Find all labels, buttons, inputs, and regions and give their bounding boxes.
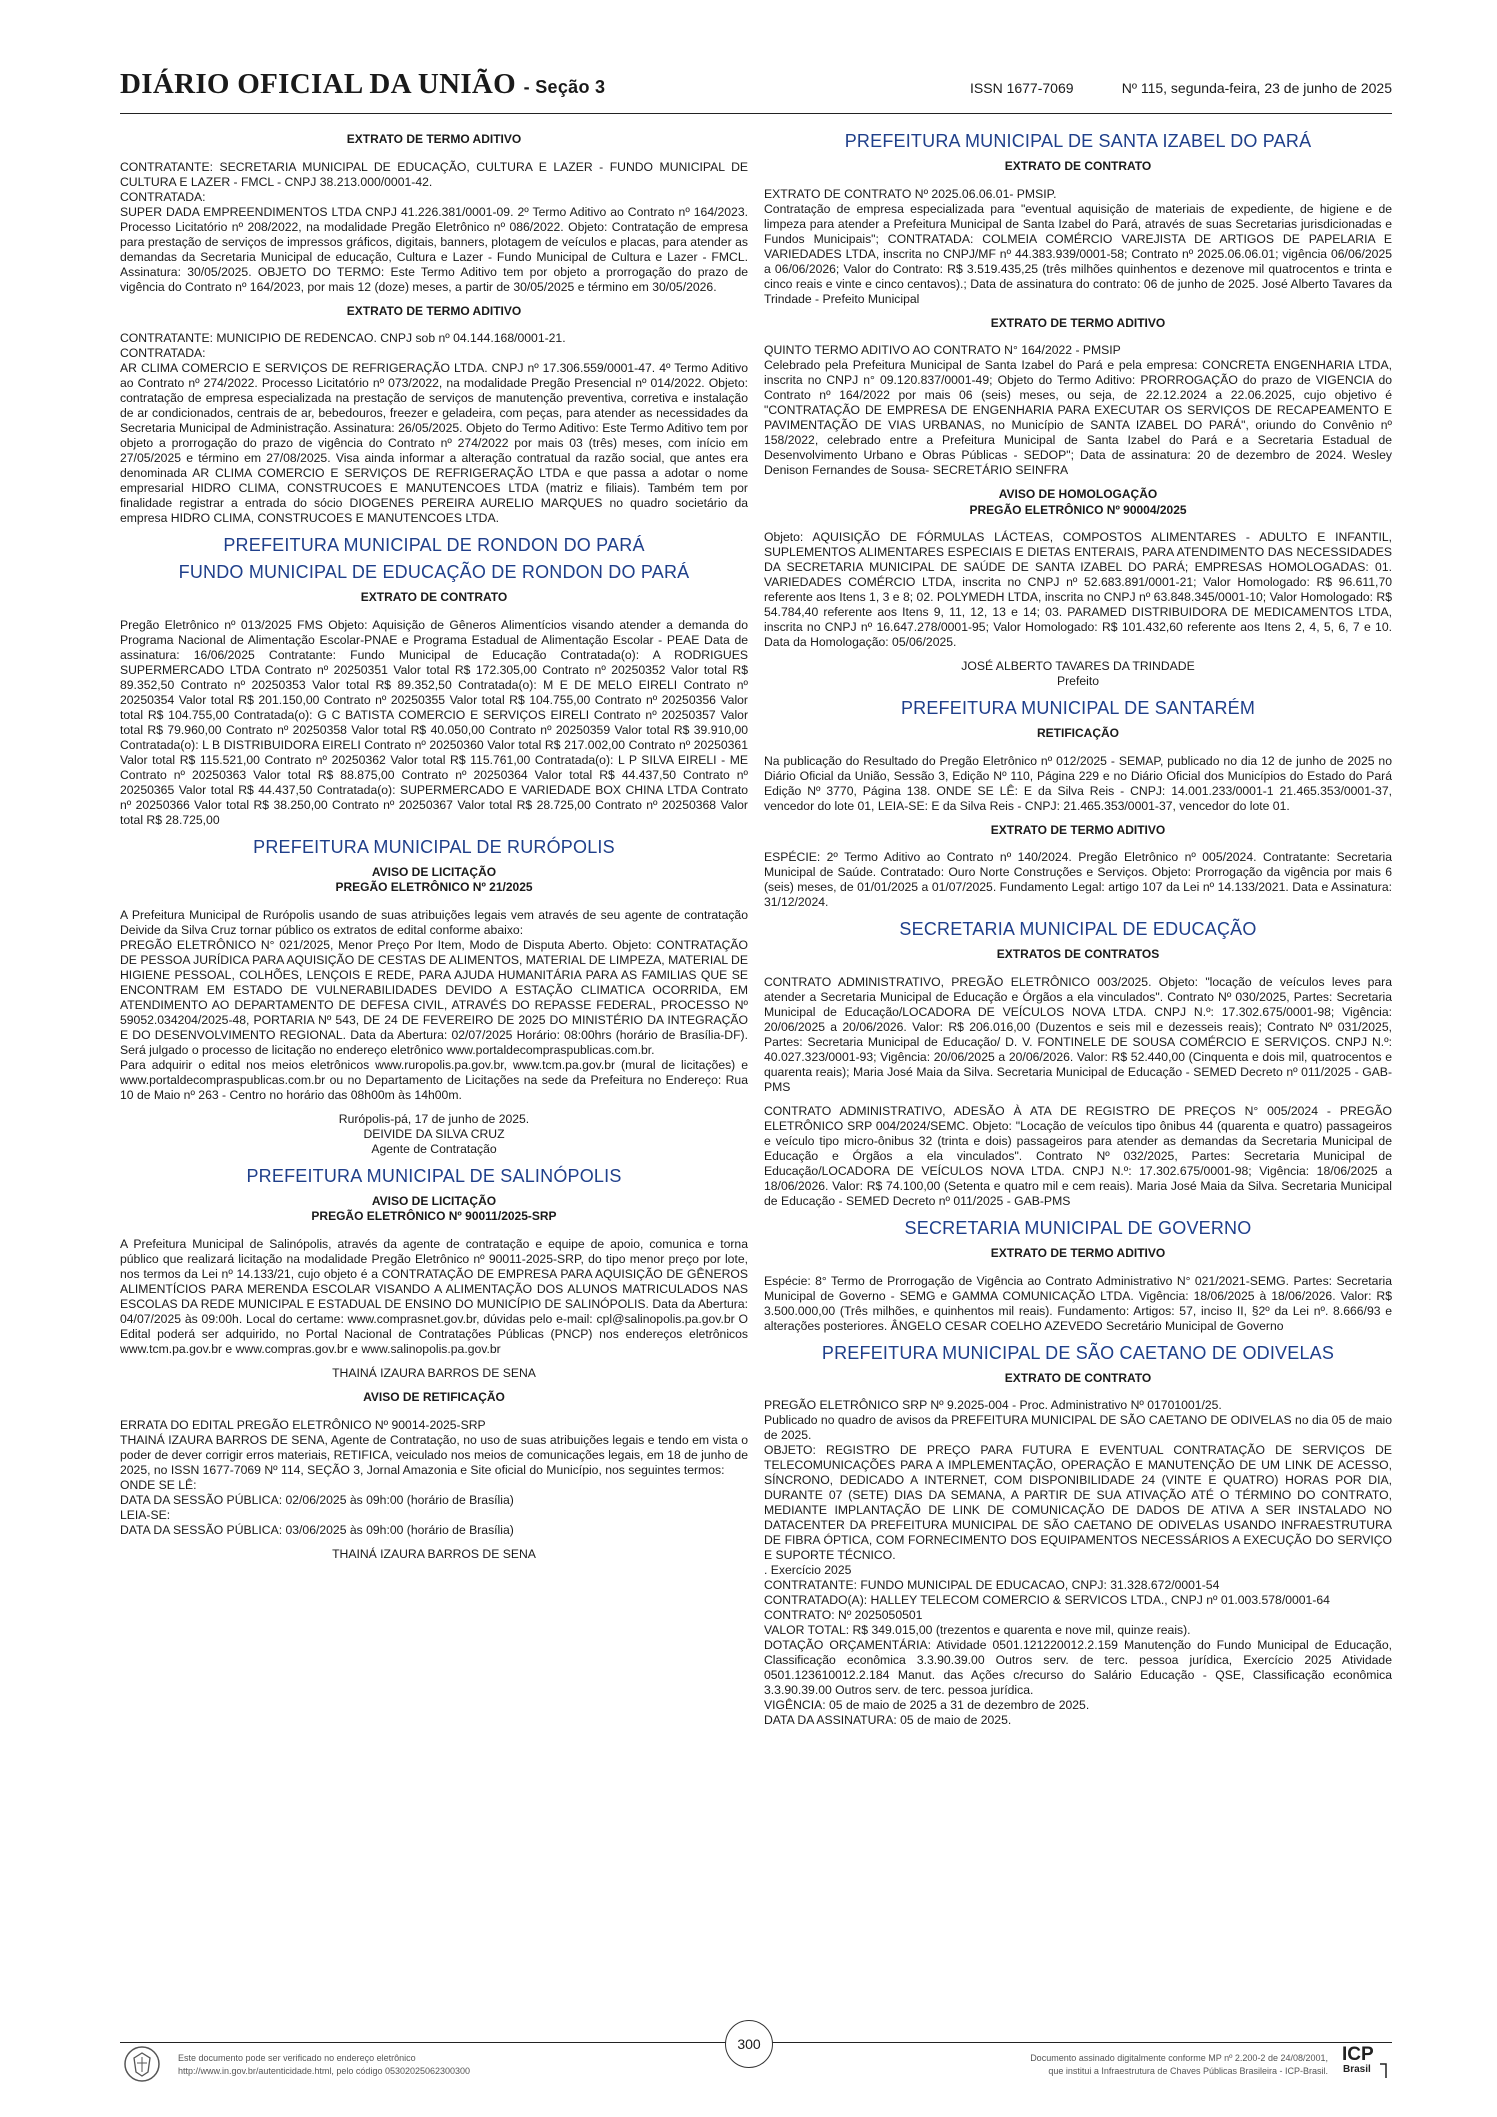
notice-body: A Prefeitura Municipal de Salinópolis, através da agente de contratação e equipe de apoio, comunica e torna público que realizará licitação na modalidade Pregão Eletrônico nº 90011-2025-SRP, do tipo menor preço por lote, nos termos da Lei nº 14.133/21, cujo objeto é a CONTRATAÇÃO DE EMPRESA PARA AQUISIÇÃO DE GÊNEROS ALIMENTÍCIOS PARA MERENDA ESCOLAR VISANDO A ALIMENTAÇÃO DOS ALUNOS MATRICULADOS NAS ESCOLAS DA REDE MUNICIPAL E ESTADUAL DE ENSINO DO MUNICÍPIO DE SALINÓPOLIS. Data da Abertura: 04/07/2025 às 09:00h. Local do certame: www.comprasnet.gov.br, dúvidas pelo e-mail: cpl@salinopolis.pa.gov.br O Edital poderá ser adquirido, no Portal Nacional de Contratações Públicas (PNCP) nos endereços eletrônicos www.tcm.pa.gov.br e www.compras.gov.br e www.salinopolis.pa.gov.br (120, 1236, 748, 1356)
notice-body: CONTRATO ADMINISTRATIVO, PREGÃO ELETRÔNICO 003/2025. Objeto: "locação de veículos leves para atender a Secretaria Municipal de Educação e Órgãos a ela vinculados". Contrato Nº 030/2025, Partes: Secretaria Municipal de Educação/LOCADORA DE VEÍCULOS NOVA LTDA. CNPJ N.º: 17.302.675/0001-98; Vigência: 20/06/2025 a 20/06/2026. Valor: R$ 206.016,00 (Duzentos e seis mil e dezesseis reais); Contrato Nº 031/2025, Partes: Secretaria Municipal de Educação/ D. V. FONTINELE DE SOUSA COMÉRCIO E SERVIÇOS. CNPJ N.º: 40.027.323/0001-93; Vigência: 20/06/2025 a 20/06/2026. Valor: R$ 52.440,00 (Cinquenta e dois mil, quatrocentos e quarenta reais); Maria José Maia da Silva. Secretaria Municipal de Educação - SEMED Decreto nº 011/2025 - GAB-PMS (764, 975, 1392, 1095)
icp-logo-text: ICP (1342, 2044, 1374, 2065)
page-header (120, 68, 1392, 114)
section-heading: PREFEITURA MUNICIPAL DE SÃO CAETANO DE ODIVELAS (821, 1342, 1335, 1363)
notice-body: Na publicação do Resultado do Pregão Eletrônico nº 012/2025 - SEMAP, publicado no dia 12 de junho de 2025 no Diário Oficial da União, Sessão 3, Edição Nº 110, Página 229 e no Diário Oficial dos Municípios do Estado do Pará Edição Nº 3770, Página 138. ONDE SE LÊ: E da Silva Reis - CNPJ: 14.001.233/0001-1 21.465.353/0001-37, vencedor do lote 01, LEIA-SE: E da Silva Reis - CNPJ: 21.465.353/0001-37, vencedor do lote 01. (764, 753, 1392, 813)
section-heading: PREFEITURA MUNICIPAL DE RONDON DO PARÁ (223, 535, 645, 556)
notice-body: CONTRATO ADMINISTRATIVO, ADESÃO À ATA DE REGISTRO DE PREÇOS N° 005/2024 - PREGÃO ELETRÔNICO SRP 004/2024/SEMC. Objeto: "Locação de veículos tipo ônibus 44 (quarenta e quatro) passageiros e veículo tipo micro-ônibus 32 (trinta e dois) passageiros para atender as demandas da Secretaria Municipal de Educação e Órgãos a ela vinculados". Contrato Nº 032/2025, Partes: Secretaria Municipal de Educação/LOCADORA DE VEÍCULOS NOVA LTDA. CNPJ N.º: 17.302.675/0001-98; Vigência: 18/06/2025 a 18/06/2026. Valor: R$ 74.100,00 (Setenta e quatro mil e cem reais). Maria José Maia da Silva. Secretaria Municipal de Educação - SEMED Decreto nº 011/2025 - GAB-PMS (764, 1104, 1392, 1209)
notice-body: Pregão Eletrônico nº 013/2025 FMS Objeto: Aquisição de Gêneros Alimentícios visando atender a demanda do Programa Nacional de Alimentação Escolar-PNAE e Programa Estadual de Alimentação Escolar - PEAE Data de assinatura: 16/06/2025 Contratante: Fundo Municipal de Educação Contratada(o): A RODRIGUES SUPERMERCADO LTDA Contrato nº 20250351 Valor total R$ 172.305,00 Contrato nº 20250352 Valor total R$ 89.352,50 Contrato nº 20250353 Valor total R$ 89.352,50 Contratada(o): M E DE MELO EIRELI Contrato nº 20250354 Valor total R$ 201.150,00 Contrato nº 20250355 Valor total R$ 104.755,00 Contrato nº 20250356 Valor total R$ 104.755,00 Contratada(o): G C BATISTA COMERCIO E SERVIÇOS EIRELI Contrato nº 20250357 Valor total R$ 79.960,00 Contrato nº 20250358 Valor total R$ 40.050,00 Contrato nº 20250359 Valor total R$ 39.910,00 Contratada(o): L B DISTRIBUIDORA EIRELI Contrato nº 20250360 Valor total R$ 217.002,00 Contrato nº 20250361 Valor total R$ 115.521,00 Contrato nº 20250362 Valor total R$ 115.761,00 Contratada(o): L P SILVA EIRELI - ME Contrato nº 20250363 Valor total R$ 88.875,00 Contrato nº 20250364 Valor total R$ 44.437,50 Contrato nº 20250365 Valor total R$ 44.437,50 Contratada(o): SUPERMERCADO E VARIEDADE BOX CHINA LTDA Contrato nº 20250366 Valor total R$ 38.250,00 Contrato nº 20250367 Valor total R$ 28.725,00 Contrato nº 20250368 Valor total R$ 28.725,00 (120, 617, 748, 827)
notice-body: A Prefeitura Municipal de Rurópolis usando de suas atribuições legais vem através de seu agente de contratação Deivide da Silva Cruz tornar público os extratos de edital conforme abaixo: PREGÃO ELETRÔNICO N° 021/2025, Menor Preço Por Item, Modo de Disputa Aberto. Objeto: CONTRATAÇÃO DE PESSOA JURÍDICA PARA AQUISIÇÃO DE CESTAS DE ALIMENTOS, MATERIAL DE LIMPEZA, MATERIAL DE HIGIENE PESSOAL, COLHÕES, LENÇOIS E REDE, PARA AJUDA HUMANITÁRIA PARA AS FAMILIAS QUE SE ENCONTRAM EM ESTADO DE VULNERABILIDADES DEVIDO A ESTAÇÃO CLIMATICA OCORRIDA, EM ATENDIMENTO AO DEPARTAMENTO DE DEFESA CIVIL, ATRAVÉS DO REPASSE FEDERAL, PROCESSO Nº 59052.034204/2025-48, PORTARIA Nº 543, DE 24 DE FEVEREIRO DE 2025 DO MINISTÉRIO DA INTEGRAÇÃO E DO DESENVOLVIMENTO REGIONAL. Data da Abertura: 02/07/2025 Horário: 08:00hrs (horário de Brasília-DF). Será julgado o processo de licitação no endereço eletrônico www.portaldecompraspublicas.com.br. Para adquirir o edital nos meios eletrônicos www.ruropolis.pa.gov.br, www.tcm.pa.gov.br (mural de licitações) e www.portaldecompraspublicas.com.br ou no Departamento de Licitações na sede da Prefeitura no Endereço: Rua 10 de Maio nº 263 - Centro no horário das 08h00m às 14h00m. (120, 907, 748, 1102)
signature-block: THAINÁ IZAURA BARROS DE SENA (332, 1365, 536, 1380)
section-heading: PREFEITURA MUNICIPAL DE RURÓPOLIS (253, 836, 615, 857)
notice-body: CONTRATANTE: SECRETARIA MUNICIPAL DE EDUCAÇÃO, CULTURA E LAZER - FUNDO MUNICIPAL DE CULTURA E LAZER - FMCL - CNPJ 38.213.000/0001-42. CONTRATADA: SUPER DADA EMPREENDIMENTOS LTDA CNPJ 41.226.381/0001-09. 2º Termo Aditivo ao Contrato nº 164/2023. Processo Licitatório nº 208/2022, na modalidade Pregão Eletrônico nº 086/2022. Objeto: Contratação de empresa para prestação de serviços de impressos gráficos, digitais, banners, plotagem de veículos e placas, para atender as demandas da Secretaria Municipal de educação, Cultura e Lazer - Fundo Municipal de Cultura e Lazer - FMCL. Assinatura: 30/05/2025. OBJETO DO TERMO: Este Termo Aditivo tem por objeto a prorrogação do prazo de vigência do Contrato nº 164/2023, por mais 12 (doze) meses, a partir de 30/05/2025 e término em 30/05/2026. (120, 159, 748, 294)
section-heading: PREFEITURA MUNICIPAL DE SANTARÉM (900, 698, 1256, 719)
page-footer (120, 2016, 1392, 2086)
notice-subheading: AVISO DE LICITAÇÃO PREGÃO ELETRÔNICO Nº 21/2025 (335, 864, 533, 895)
notice-body: CONTRATANTE: MUNICIPIO DE REDENCAO. CNPJ sob nº 04.144.168/0001-21. CONTRATADA: AR CLIMA COMERCIO E SERVIÇOS DE REFRIGERAÇÃO LTDA. CNPJ nº 17.306.559/0001-47. 4º Termo Aditivo ao Contrato nº 274/2022. Processo Licitatório nº 073/2022, na modalidade Pregão Presencial nº 014/2022. Objeto: contratação de empresa especializada na prestação de serviços de manutenção preventiva, corretiva e instalação de ar condicionados, centrais de ar, bebedouros, freezer e geladeira, com peças, para atender as necessidades da Secretaria Municipal de Administração. Assinatura: 26/05/2025. Objeto do Termo Aditivo: Este Termo Aditivo tem por objeto a prorrogação do prazo de vigência do Contrato nº 274/2022 por mais 03 (três) meses, com início em 27/05/2025 e término em 27/08/2025. Visa ainda informar a alteração contratual da razão social, que antes era denominada AR CLIMA COMERCIO E SERVIÇOS DE REFRIGERAÇÃO LTDA e que passa a adotar o nome empresarial HIDRO CLIMA, CONSTRUCOES E MANUTENCOES LTDA (matriz e filiais). Também tem por finalidade registrar a entrada do sócio DIOGENES PEREIRA AURELIO MARQUES no quadro societário da empresa HIDRO CLIMA, CONSTRUCOES E MANUTENCOES LTDA. (120, 331, 748, 526)
issue-date: Nº 115, segunda-feira, 23 de junho de 2025 (1121, 80, 1392, 96)
notice-body: ERRATA DO EDITAL PREGÃO ELETRÔNICO Nº 90014-2025-SRP THAINÁ IZAURA BARROS DE SENA, Agente de Contratação, no uso de suas atribuições legais e tendo em vista o poder de dever corrigir erros materiais, RETIFICA, veiculado nos meios de comunicações legais, em 18 de junho de 2025, no ISSN 1677-7069 Nº 114, SEÇÃO 3, Jornal Amazonia e Site oficial do Município, nos seguintes termos: ONDE SE LÊ: DATA DA SESSÃO PÚBLICA: 02/06/2025 às 09h:00 (horário de Brasília) LEIA-SE: DATA DA SESSÃO PÚBLICA: 03/06/2025 às 09h:00 (horário de Brasília) (120, 1417, 748, 1537)
notice-subheading: AVISO DE HOMOLOGAÇÃO PREGÃO ELETRÔNICO Nº 90004/2025 (969, 487, 1187, 517)
notice-subheading: EXTRATO DE TERMO ADITIVO (346, 132, 522, 146)
section-heading: SECRETARIA MUNICIPAL DE EDUCAÇÃO (899, 919, 1257, 940)
section-heading: PREFEITURA MUNICIPAL DE SANTA IZABEL DO PARÁ (844, 131, 1312, 151)
notice-subheading: EXTRATO DE CONTRATO (1004, 1370, 1152, 1385)
notice-subheading: EXTRATO DE TERMO ADITIVO (346, 303, 522, 318)
section-heading: PREFEITURA MUNICIPAL DE SALINÓPOLIS (246, 1165, 622, 1186)
notice-subheading: EXTRATOS DE CONTRATOS (996, 947, 1160, 962)
icp-logo-subtext: Brasil (1343, 2064, 1371, 2075)
page-number: 300 (725, 2020, 773, 2068)
issn-label: ISSN 1677-7069 (970, 80, 1074, 96)
notice-subheading: AVISO DE RETIFICAÇÃO (363, 1389, 505, 1404)
notice-body: QUINTO TERMO ADITIVO AO CONTRATO N° 164/2022 - PMSIP Celebrado pela Prefeitura Municipal de Santa Izabel do Pará e pela empresa: CONCRETA ENGENHARIA LTDA, inscrita no CNPJ n° 09.120.837/0001-49; Objeto do Termo Aditivo: PRORROGAÇÃO do prazo de VIGENCIA do Contrato nº 164/2022 por mais 06 (seis) meses, ou seja, de 22.12.2024 a 22.06.2025, cujo objetivo é "CONTRATAÇÃO DE EMPRESA DE ENGENHARIA PARA EXECUTAR OS SERVIÇOS DE RECAPEAMENTO E PAVIMENTAÇÃO DE VIAS URBANAS, no Município de SANTA IZABEL DO PARÁ", oriundo do Convênio nº 158/2022, celebrado entre a Prefeitura Municipal de Santa Izabel do Pará e a Secretaria Estadual de Desenvolvimento Urbano e Obras Públicas - SEDOP"; Data de assinatura: 20 de dezembro de 2024. Wesley Denison Fernandes de Sousa- SECRETÁRIO SEINFRA (764, 343, 1392, 478)
notice-body: EXTRATO DE CONTRATO Nº 2025.06.06.01- PMSIP. Contratação de empresa especializada para "eventual aquisição de materiais de expediente, de higiene e de limpeza para atender a Prefeitura Municipal de Santa Izabel do Pará, através de suas Secretarias jurisdicionadas e Fundos Municipais"; CONTRATADA: COLMEIA COMÉRCIO VAREJISTA DE ARTIGOS DE PAPELARIA E VARIEDADES LTDA, inscrita no CNPJ/MF nº 44.383.939/0001-58; Contrato nº 2025.06.06.01; vigência 06/06/2025 a 06/06/2026; Valor do Contrato: R$ 3.519.435,25 (três milhões quinhentos e dezenove mil quatrocentos e trinta e cinco reais e vinte e cinco centavos).; Data de assinatura do contrato: 06 de junho de 2025. José Alberto Tavares da Trindade - Prefeito Municipal (764, 186, 1392, 306)
notice-subheading: EXTRATO DE TERMO ADITIVO (990, 1245, 1166, 1260)
section-label: - Seção 3 (523, 77, 606, 97)
notice-subheading: EXTRATO DE TERMO ADITIVO (990, 315, 1166, 330)
signature-note: Documento assinado digitalmente conforme MP nº 2.200-2 de 24/08/2001, que institui a Infraestrutura de Chaves Públicas Brasileira - ICP-Brasil. (1030, 2053, 1328, 2076)
right-column (764, 126, 1392, 2006)
section-heading: SECRETARIA MUNICIPAL DE GOVERNO (904, 1218, 1252, 1239)
signature-block: JOSÉ ALBERTO TAVARES DA TRINDADE Prefeito (961, 659, 1195, 689)
notice-subheading: EXTRATO DE CONTRATO (360, 590, 508, 605)
notice-subheading: EXTRATO DE CONTRATO (1004, 158, 1152, 173)
icp-brasil-logo (1336, 2038, 1392, 2084)
notice-body: ESPÉCIE: 2º Termo Aditivo ao Contrato nº 140/2024. Pregão Eletrônico nº 005/2024. Contratante: Secretaria Municipal de Saúde. Contratado: Ouro Norte Construções e Serviços. Objeto: Prorrogação da vigência por mais 6 (seis) meses, de 01/01/2025 a 01/07/2025. Fundamento Legal: artigo 107 da Lei nº 14.133/2021. Data e Assinatura: 31/12/2024. (764, 850, 1392, 910)
coat-of-arms-icon (122, 2044, 162, 2084)
notice-body: PREGÃO ELETRÔNICO SRP Nº 9.2025-004 - Proc. Administrativo Nº 01701001/25. Publicado no quadro de avisos da PREFEITURA MUNICIPAL DE SÃO CAETANO DE ODIVELAS no dia 05 de maio de 2025. OBJETO: REGISTRO DE PREÇO PARA FUTURA E EVENTUAL CONTRATAÇÃO DE SERVIÇOS DE TELECOMUNICAÇÕES PARA A IMPLEMENTAÇÃO, OPERAÇÃO E MANUTENÇÃO DE UM LINK DE ACESSO, SÍNCRONO, DEDICADO A INTERNET, COM DISPONIBILIDADE 24 (VINTE E QUATRO) HORAS POR DIA, DURANTE 07 (SETE) DIAS DA SEMANA, A PARTIR DE SUA ATIVAÇÃO ATÉ O TÉRMINO DO CONTRATO, MEDIANTE IMPLANTAÇÃO DE LINK DE COMUNICAÇÃO DE DADOS DE ATIVA A SER INSTALADO NO DATACENTER DA PREFEITURA MUNICIPAL DE SÃO CAETANO DE ODIVELAS USANDO INFRAESTRUTURA DE FIBRA ÓPTICA, COM FORNECIMENTO DOS EQUIPAMENTOS NECESSÁRIOS A EXECUÇÃO DO SERVIÇO E SUPORTE TÉCNICO. . Exercício 2025 CONTRATANTE: FUNDO MUNICIPAL DE EDUCACAO, CNPJ: 31.328.672/0001-54 CONTRATADO(A): HALLEY TELECOM COMERCIO & SERVICOS LTDA., CNPJ nº 01.003.578/0001-64 CONTRATO: Nº 2025050501 VALOR TOTAL: R$ 349.015,00 (trezentos e quarenta e nove mil, quinze reais). DOTAÇÃO ORÇAMENTÁRIA: Atividade 0501.121220012.2.159 Manutenção do Fundo Municipal de Educação, Classificação econômica 3.3.90.39.00 Outros serv. de terc. pessoa jurídica, Exercício 2025 Atividade 0501.123610012.2.184 Manut. das Ações c/recurso do Salário Educação - QSE, Classificação econômica 3.3.90.39.00 Outros serv. de terc. pessoa jurídica. VIGÊNCIA: 05 de maio de 2025 a 31 de dezembro de 2025. DATA DA ASSINATURA: 05 de maio de 2025. (764, 1398, 1392, 1728)
notice-body: Espécie: 8° Termo de Prorrogação de Vigência ao Contrato Administrativo N° 021/2021-SEMG. Partes: Secretaria Municipal de Governo - SEMG e GAMMA COMUNICAÇÃO LTDA. Vigência: 18/06/2025 à 18/06/2026. Valor: R$ 3.500.000,00 (Três milhões, e quinhentos mil reais). Fundamento: Artigos: 57, inciso II, §2º da Lei nº. 8.666/93 e alterações posteriores. ÂNGELO CESAR COELHO AZEVEDO Secretário Municipal de Governo (764, 1273, 1392, 1333)
section-heading: FUNDO MUNICIPAL DE EDUCAÇÃO DE RONDON DO PARÁ (178, 562, 690, 583)
publication-title: DIÁRIO OFICIAL DA UNIÃO - Seção 3 (120, 68, 606, 100)
signature-block: THAINÁ IZAURA BARROS DE SENA (332, 1546, 536, 1561)
notice-subheading: RETIFICAÇÃO (1037, 726, 1119, 741)
notice-subheading: EXTRATO DE TERMO ADITIVO (990, 822, 1166, 837)
left-column (120, 126, 748, 2006)
notice-subheading: AVISO DE LICITAÇÃO PREGÃO ELETRÔNICO Nº 90011/2025-SRP (311, 1193, 557, 1224)
notice-body: Objeto: AQUISIÇÃO DE FÓRMULAS LÁCTEAS, COMPOSTOS ALIMENTARES - ADULTO E INFANTIL, SUPLEMENTOS ALIMENTARES ESPECIAIS E DIETAS ENTERAIS, PARA ATENDIMENTO DAS NECESSIDADES DA SECRETARIA MUNICIPAL DE SAÚDE DE SANTA IZABEL DO PARÁ; EMPRESAS HOMOLOGADAS: 01. VARIEDADES COMÉRCIO LTDA, inscrita no CNPJ nº 52.683.891/0001-21; Valor Homologado: R$ 96.611,70 referente aos Itens 1, 3 e 8; 02. POLYMEDH LTDA, inscrita no CNPJ nº 63.848.345/0001-10; Valor Homologado: R$ 54.784,40 referente aos Itens 9, 11, 12, 13 e 14; 03. PARAMED DISTRIBUIDORA DE MEDICAMENTOS LTDA, inscrita no CNPJ nº 16.647.278/0001-95; Valor Homologado: R$ 101.432,60 referente aos Itens 2, 4, 5, 6, 7 e 10. Data da Homologação: 05/06/2025. (764, 530, 1392, 650)
signature-block: Rurópolis-pá, 17 de junho de 2025. DEIVIDE DA SILVA CRUZ Agente de Contratação (338, 1111, 530, 1156)
verification-note: Este documento pode ser verificado no endereço eletrônico http://www.in.gov.br/autenticidade.html, pelo código 05302025062300300 (178, 2053, 471, 2076)
